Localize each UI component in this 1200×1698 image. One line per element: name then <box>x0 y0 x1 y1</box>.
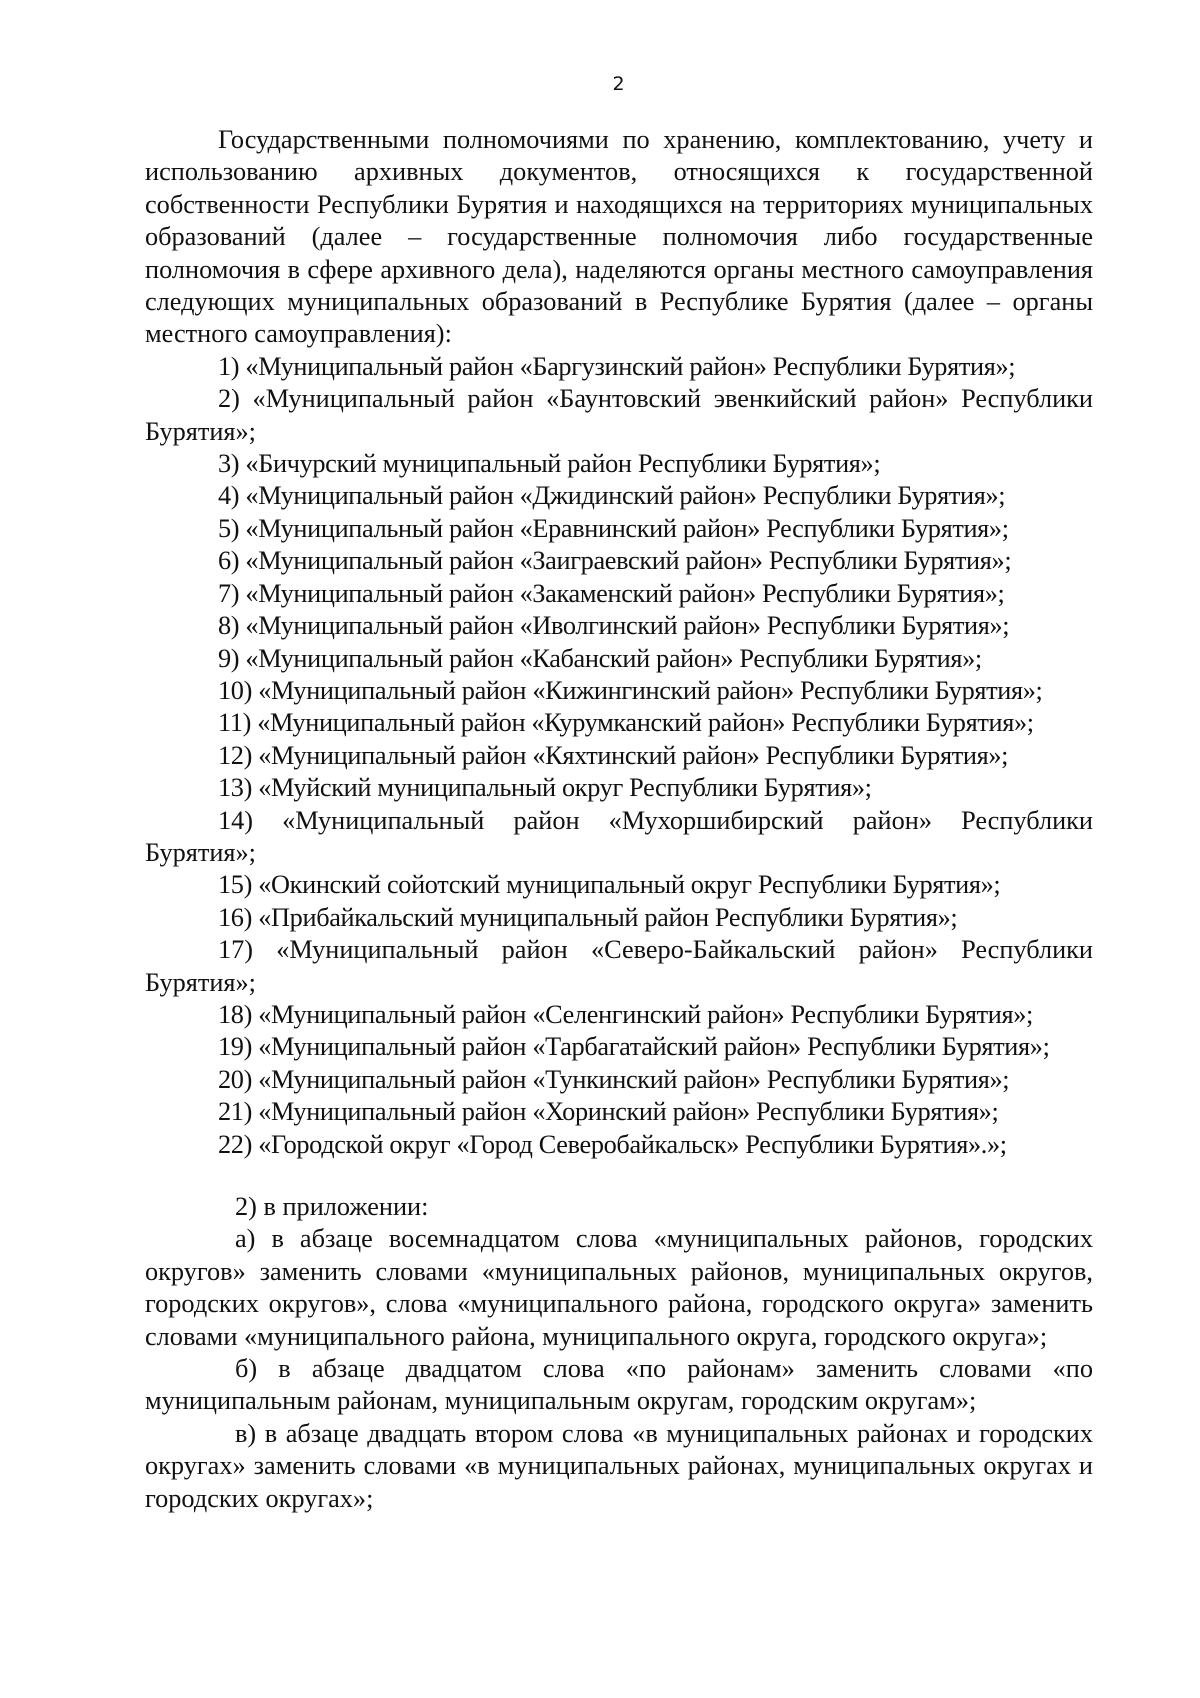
list-item: 19) «Муниципальный район «Тарбагатайский район» Республики Бурятия»; <box>218 1032 1050 1062</box>
document-body <box>145 124 1093 1515</box>
list-item: 11) «Муниципальный район «Курумканский район» Республики Бурятия»; <box>218 708 1034 738</box>
list-item: 20) «Муниципальный район «Тункинский район» Республики Бурятия»; <box>218 1064 1010 1094</box>
list-item: 3) «Бичурский муниципальный район Республики Бурятия»; <box>218 449 881 479</box>
appendix-heading: 2) в приложении: <box>235 1192 429 1221</box>
list-item: 8) «Муниципальный район «Иволгинский район» Республики Бурятия»; <box>218 611 1010 641</box>
amendment-item: в) в абзаце двадцать втором слова «в муниципальных районах и городских округах» заменить словами «в муниципальных районах, муниципальных округах и городских округах»; <box>145 1418 1093 1513</box>
intro-paragraph: Государственными полномочиями по хранению, комплектованию, учету и использованию архивных документов, относящихся к государственной собственности Республики Бурятия и находящихся на территориях муниципальных образований (далее – государственные полномочия либо государственные полномочия в сфере архивного дела), наделяются органы местного самоуправления следующих муниципальных образований в Республике Бурятия (далее – органы местного самоуправления): <box>145 125 1093 349</box>
list-item: 10) «Муниципальный район «Кижингинский район» Республики Бурятия»; <box>218 675 1043 705</box>
list-item: 16) «Прибайкальский муниципальный район Республики Бурятия»; <box>218 902 958 932</box>
list-item: 9) «Муниципальный район «Кабанский район» Республики Бурятия»; <box>218 643 982 673</box>
amendment-item: а) в абзаце восемнадцатом слова «муниципальных районов, городских округов» заменить словами «муниципальных районов, муниципальных округов, городских округов», слова «муниципального района, городского округа» заменить словами «муниципального района, муниципального округа, городского округа»; <box>145 1224 1093 1351</box>
list-item: 22) «Городской округ «Город Северобайкальск» Республики Бурятия».»; <box>218 1129 1007 1159</box>
list-item: 18) «Муниципальный район «Селенгинский район» Республики Бурятия»; <box>218 999 1033 1029</box>
list-item: 5) «Муниципальный район «Еравнинский район» Республики Бурятия»; <box>218 513 1009 543</box>
municipality-list <box>145 351 1093 1161</box>
list-item: 13) «Муйский муниципальный округ Республики Бурятия»; <box>218 773 872 803</box>
page-number: 2 <box>612 73 625 95</box>
list-item: 17) «Муниципальный район «Северо-Байкальский район» Республики Бурятия»; <box>145 935 1093 997</box>
list-item: 7) «Муниципальный район «Закаменский район» Республики Бурятия»; <box>218 578 1005 608</box>
section-spacer <box>145 1161 1093 1191</box>
list-item: 15) «Окинский сойотский муниципальный округ Республики Бурятия»; <box>218 870 1001 900</box>
list-item: 6) «Муниципальный район «Заиграевский район» Республики Бурятия»; <box>218 546 1012 576</box>
list-item: 4) «Муниципальный район «Джидинский район» Республики Бурятия»; <box>218 481 1006 511</box>
list-item: 2) «Муниципальный район «Баунтовский эвенкийский район» Республики Бурятия»; <box>145 384 1093 446</box>
list-item: 1) «Муниципальный район «Баргузинский район» Республики Бурятия»; <box>218 351 1016 381</box>
list-item: 21) «Муниципальный район «Хоринский район» Республики Бурятия»; <box>218 1097 999 1127</box>
list-item: 12) «Муниципальный район «Кяхтинский район» Республики Бурятия»; <box>218 740 1009 770</box>
amendment-item: б) в абзаце двадцатом слова «по районам» заменить словами «по муниципальным районам, муниципальным округам, городским округам»; <box>145 1354 1093 1416</box>
list-item: 14) «Муниципальный район «Мухоршибирский район» Республики Бурятия»; <box>145 805 1093 867</box>
